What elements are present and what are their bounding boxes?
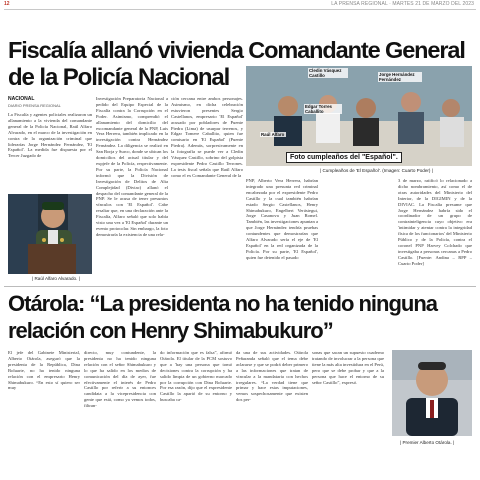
- alfaro-photo: [8, 194, 92, 274]
- story1-column-4b: [322, 178, 394, 288]
- story-divider: [4, 286, 476, 287]
- birthday-photo: [246, 66, 472, 166]
- story2-column-2: directo, muy contundente, la presidenta no ha tenido ninguna relación con el señor Shimabukuro y lo que ha salido en los medios de comunicación del día de ayer, fue efectivamente el interés de Pedro Castillo por referir a su entonces candidata a la vicepresidencia con gente que está, como ya vemos todos, filtran-: [84, 350, 156, 409]
- story2-column-4: da una de sus actividades. Otárola Peñaranda señaló que el tema debe aclararse y que se podrá deber primero a las informaciones que tratan de vincular a la mandataria con hechos irregulares. “La verdad tiene que primar y hace estas imputaciones, vemos sospechosamente que existen dos per-: [236, 350, 308, 403]
- page-number: 12: [4, 1, 10, 7]
- birthday-photo-image: [246, 66, 472, 166]
- story2-column-5: sonas que sacan un supuesto cuaderno tratando de involucrar a la persona que tiene la más alta investidura en el Perú, pero que se debe probar y que a la persona que hace el entorno de su señor Castillo”, expresó.: [312, 350, 384, 385]
- header-rule: [4, 9, 476, 10]
- alfaro-photo-caption: | Raúl Alfaro Alvarado. |: [32, 276, 80, 281]
- story1-headline-line1: Fiscalía allanó vivienda Comandante General: [8, 37, 465, 63]
- tag-cledin: Cledin Vásquez Castillo: [308, 68, 348, 78]
- otarola-photo-caption: | Premier Alberto Otárola. |: [400, 440, 455, 445]
- story2-column-1: El jefe del Gabinete Ministerial, Alberto Otárola, aseguró que la presidenta de la República, Dina Boluarte, no ha tenido ninguna relación con el empresario Henry Shimabukuro. “En esto sí quiero ser muy: [8, 350, 80, 391]
- tag-raul: Raúl Alfaro: [261, 132, 285, 137]
- story2-column-3: do información que es falsa”, afirmó Otárola. El titular de la PCM sostuvo que a 'hay una persona que tomó decisiones contra la corrupción y ha salido limpia de un gobierno marcado por la corrupción con Dina Boluarte. Por esa razón, dijo que el expresidente Castillo la apartó de su entorno y buscaba ca-: [160, 350, 232, 403]
- story1-section: NACIONAL: [8, 96, 35, 102]
- otarola-photo: [392, 350, 472, 436]
- story1-column-3: ción cercana entre ambos personajes. Asimismo, en dicha celebración estuvieron presentes Sergio Castellanos, empresario 'El Español' acusado por pobladores de Puente Piedra (Lima) de usurpar terrenos, y Edgar Tomere Caballito, quien fue comisario en 'El Español' (Puente Piedra). Además, sorpresivamente en la fotografía se puede ver a Cledin Vásquez Castillo, sobrino del golpista expresidente Pedro Castillo Terrones. La tesis fiscal señala que Raúl Alfaro como el ex Comandante General de la: [171, 96, 243, 178]
- story1-source: DIARIO PRENSA REGIONAL: [8, 103, 61, 108]
- tag-jorge: Jorge Hernández Fernández: [378, 72, 422, 82]
- story1-column-4a: PNP, Alberto Vera Herrera, habrían integrado una presunta red criminal encabezada por el expresidente Pedro Castillo y la cual también habrían estado Sergio Castellanos, Henry Shimabukuro, Engelbert Verástegui, Jorge Casanova y Juan Romel. También, las investigaciones apuntan a que Jorge Hernández tendría pruebas contundentes que demostrarían que Alfaro Alvarado sería el eje de 'El Español' en la red organizada de la Policía. Por su parte, 'El Español', quien fue detenido el pasado: [246, 178, 318, 260]
- alfaro-photo-image: [8, 194, 92, 274]
- birthday-photo-caption: | Cumpleaños de 'El Español'. (Imagen: Cuarto Poder) |: [320, 168, 433, 173]
- birthday-photo-overlay: Foto cumpleaños del "Español".: [286, 152, 402, 163]
- publication-line: LA PRENSA REGIONAL · MARTES 21 DE MARZO DEL 2023: [331, 1, 474, 7]
- story2-headline-line2: relación con Henry Shimabukuro”: [8, 318, 333, 343]
- tag-edgar: Edgar Torres Caballito: [304, 104, 342, 114]
- story1-column-5: 3 de marzo, ratificó lo relacionado a dicho nombramiento, así como el de otras autoridades del Ministerio del Interior, de la DIGIMIN y de la DIVIAC. La Fiscalía presume que Jorge Hernández habría sido el coordinador de un grupo de contrainteligencia cuyo objetivo era 'intimidar y atentar contra la integridad física de los funcionarios' del Ministerio Público y de la Policía, contra el coronel PNP Harvey Colchado que investigaba a personas cercanas a Pedro Castillo. [Fuente: Andina – RPP – Cuarto Poder]: [398, 178, 472, 266]
- page-header: [0, 0, 480, 9]
- otarola-photo-image: [392, 350, 472, 436]
- story1-lead: La Fiscalía y agentes policiales realizaron un allanamiento a la vivienda del comandante general de la Policía Nacional, Raúl Alfaro Alvarado, en el marco de la investigación en contra de la organización criminal que liderarías Jorge Hernández Fernández, 'El Español'. La medida fue dispuesta por el Tercer Juzgado de: [8, 112, 92, 159]
- story1-column-2: Investigación Preparatoria Nacional a pedido del Equipo Especial de la Fiscalía contra la Corrupción en el Poder. Asimismo, comprendió el allanamiento del domicilio del excomandante general de la PNP, Luis Vera Herrera, también implicado en la investigación contra Hernández Fernández. La diligencia se realizó en San Borja y Surco, donde se ubican los domicilios del actual titular y del expjefe de la Policía, respectivamente. Por su parte, la Policía Nacional informó que la División de Investigación de Delitos de Alta Complejidad (Diviac) allanó el despacho del comandante general de la PNP. Se le acusa de tener presuntos vínculos con 'El Español'. Cabe resaltar que, en una declaración ante la Fiscalía, Alfaro señaló que solo había visto una vez a 'El Español' durante un evento protocolar. Sin embargo, la foto demostraría la existencia de una rela-: [96, 96, 168, 237]
- story2-headline: [8, 290, 474, 344]
- story1-headline-line2: de la Policía Nacional: [8, 64, 230, 91]
- story2-headline-line1: Otárola: “La presidenta no ha tenido ninguna: [8, 291, 438, 316]
